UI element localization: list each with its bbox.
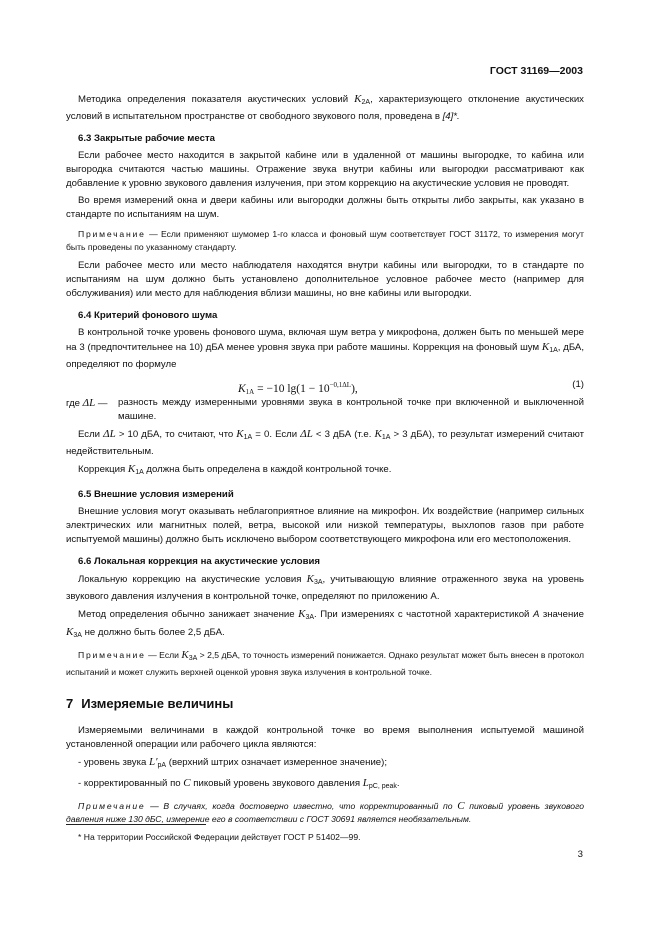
- standard-code: ГОСТ 31169—2003: [489, 65, 583, 77]
- s63-paragraph-1: Если рабочее место находится в закрытой кабине или в удаленной от машины выгородке, то кабина или выгородка считаются частью машины. Отражение звука внутри кабины или выгородки рассматривают как добавление к уровню звукового давления излучения, при этом коррекцию на акустические условия не проводят.: [66, 150, 584, 189]
- footnote-separator: [66, 824, 206, 825]
- s65-paragraph-1: Внешние условия могут оказывать неблагоприятное влияние на микрофон. Их воздействие (например сильных электрических или магнитных полей, ветра, высокой или низкой температуры, выхлопов газов при работе испытуемой машины) должно быть исключено выбором соответствующего микрофона или его местоположения.: [66, 506, 584, 545]
- page-number: 3: [577, 849, 583, 860]
- section-6-5-heading: 6.5 Внешние условия измерений: [78, 489, 234, 500]
- intro-paragraph: Методика определения показателя акустических условий $K_{2A}$, характеризующего отклонение акустических условий в испытательном пространстве от свободного звукового поля, проведена в [4]*.: [66, 93, 584, 122]
- page-body: [66, 92, 584, 825]
- s66-note: Примечание — Если $K_{3A} > 2,5$ дБА, то точность измерений понижается. Однако результат может быть внесен в протокол испытаний и может служить верхней оценкой уровня звука излучения в контрольной точке.: [66, 649, 584, 677]
- section-6-6-heading: 6.6 Локальная коррекция на акустические условия: [78, 556, 320, 567]
- formula-explanation: где ΔL — разность между измеренными уровнями звука в контрольной точке при включенной и выключенной машине.: [66, 397, 584, 422]
- s7-note: Примечание — В случаях, когда достоверно известно, что корректированный по C пиковый уровень звукового давления ниже 130 дБС, измерение его в соответствии с ГОСТ 30691 является необязательным.: [66, 800, 584, 824]
- s7-paragraph-1: Измеряемыми величинами в каждой контрольной точке во время выполнения испытуемой машиной установленной операции или рабочего цикла являются:: [66, 725, 584, 750]
- s64-paragraph-2: Если ΔL > 10 дБА, то считают, что $K_{1A} = 0$. Если ΔL < 3 дБА (т.е. $K_{1A} > 3$ дБА), то результат измерений считают недействительным.: [66, 428, 584, 457]
- s66-paragraph-1: Локальную коррекцию на акустические условия $K_{3A}$, учитывающую влияние отраженного звука на уровень звукового давления излучения в контрольной точке, определяют по приложению А.: [66, 573, 585, 602]
- s7-list-item-1: - уровень звука $L'_{pA}$ (верхний штрих означает измеренное значение);: [78, 756, 387, 769]
- s63-paragraph-3: Если рабочее место или место наблюдателя находятся внутри кабины или выгородки, то в стандарте по испытаниям на шум должно быть установлено дополнительное условное рабочее место (например для обслуживания) или место для наблюдения вблизи машины, но вне кабины или выгородки.: [66, 260, 584, 299]
- footnote: * На территории Российской Федерации действует ГОСТ Р 51402—99.: [78, 832, 361, 842]
- s64-paragraph-3: Коррекция $K_{1A}$ должна быть определена в каждой контрольной точке.: [78, 463, 392, 476]
- section-6-3-heading: 6.3 Закрытые рабочие места: [78, 133, 215, 144]
- s63-note: Примечание — Если применяют шумомер 1-го класса и фоновый шум соответствует ГОСТ 31172, то измерения могут быть проведены по указанному стандарту.: [66, 229, 584, 252]
- reference-link: [4]*.: [442, 111, 460, 122]
- formula-body: $K_{1A} = -10$ $\lg(1 - 10^{-0,1\Delta L})$,: [238, 381, 358, 396]
- formula-1: [66, 378, 584, 394]
- s7-list-item-2: - корректированный по C пиковый уровень звукового давления $L_{pC, peak}$.: [78, 777, 400, 790]
- formula-number: (1): [572, 379, 584, 390]
- s63-paragraph-2: Во время измерений окна и двери кабины или выгородки должны быть открыты либо закрыты, как указано в стандарте по испытаниям на шум.: [66, 195, 584, 220]
- section-7-heading: 7 Измеряемые величины: [66, 696, 234, 711]
- s66-paragraph-2: Метод определения обычно занижает значение $K_{3A}$. При измерениях с частотной характеристикой А значение $K_{3A}$ не должно быть более 2,5 дБА.: [66, 608, 584, 639]
- s64-paragraph-1: В контрольной точке уровень фонового шума, включая шум ветра у микрофона, должен быть по меньшей мере на 3 (предпочтительнее на 10) дБА менее уровня звука при работе машины. Коррекция на фоновый шум $K_{1A}$, дБА, определяют по формуле: [66, 327, 584, 370]
- section-6-4-heading: 6.4 Критерий фонового шума: [78, 310, 218, 321]
